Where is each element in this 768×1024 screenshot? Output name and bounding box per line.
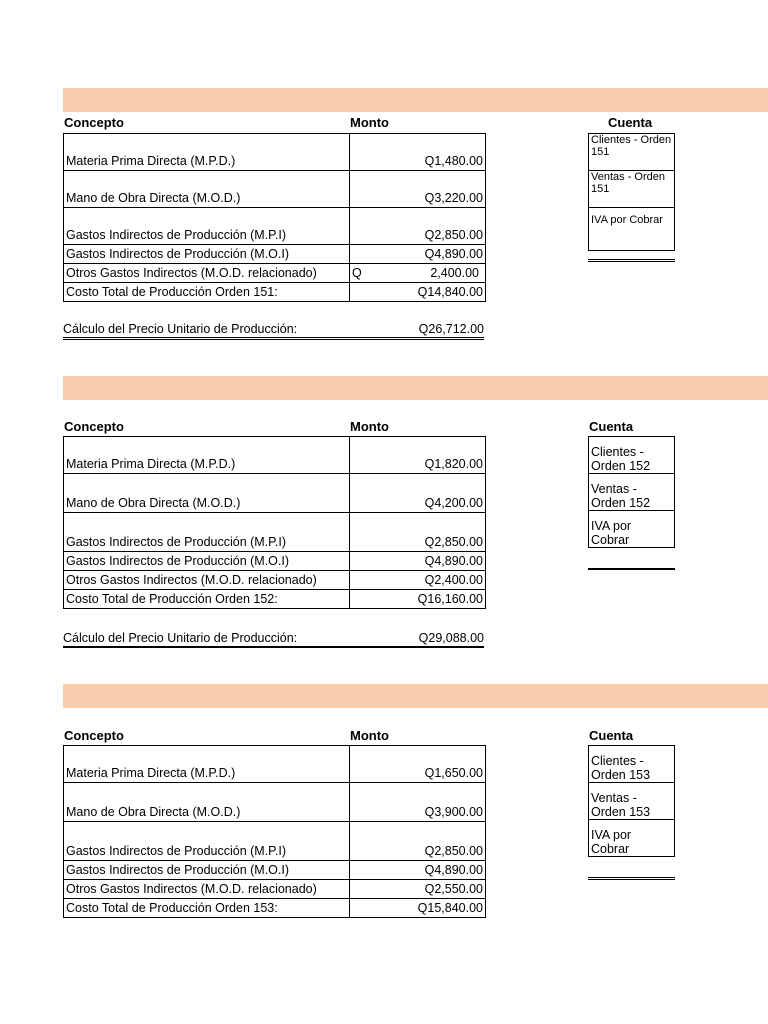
amount-cell: Q16,160.00 <box>350 590 486 609</box>
currency-symbol: Q <box>352 266 362 280</box>
table-row <box>64 880 486 899</box>
concept-cell: Otros Gastos Indirectos (M.O.D. relacionado) <box>64 571 350 590</box>
table-row <box>64 746 486 783</box>
amount-cell: Q1,650.00 <box>350 746 486 783</box>
amount-cell: Q2,550.00 <box>350 880 486 899</box>
account-table-1 <box>588 133 675 251</box>
concept-cell: Costo Total de Producción Orden 153: <box>64 899 350 918</box>
header-cuenta: Cuenta <box>589 419 634 434</box>
table-row <box>64 208 486 245</box>
account-cell: Clientes - Orden 152 <box>589 437 675 474</box>
amount-cell: Q2,850.00 <box>350 208 486 245</box>
account-table-3 <box>588 745 675 857</box>
concept-cell: Gastos Indirectos de Producción (M.O.I) <box>64 861 350 880</box>
concept-cell: Gastos Indirectos de Producción (M.O.I) <box>64 245 350 264</box>
concept-cell: Gastos Indirectos de Producción (M.P.I) <box>64 208 350 245</box>
table-row <box>64 474 486 513</box>
amount-cell: Q4,890.00 <box>350 552 486 571</box>
table-row <box>64 283 486 302</box>
amount-cell: Q2,850.00 <box>350 822 486 861</box>
account-cell: IVA por Cobrar <box>589 208 675 251</box>
account-total-line <box>588 877 675 880</box>
table-row <box>64 899 486 918</box>
concept-cell: Otros Gastos Indirectos (M.O.D. relacionado) <box>64 880 350 899</box>
account-row <box>589 474 675 511</box>
amount-cell: Q14,840.00 <box>350 283 486 302</box>
table-row <box>64 134 486 171</box>
header-concepto: Concepto <box>64 419 124 434</box>
account-total-line <box>588 259 675 262</box>
table-row <box>64 783 486 822</box>
concept-cell: Gastos Indirectos de Producción (M.P.I) <box>64 513 350 552</box>
concept-cell: Gastos Indirectos de Producción (M.P.I) <box>64 822 350 861</box>
header-monto: Monto <box>350 419 389 434</box>
concept-cell: Costo Total de Producción Orden 151: <box>64 283 350 302</box>
table-row <box>64 264 486 283</box>
cost-table-1 <box>63 133 486 302</box>
concept-cell: Materia Prima Directa (M.P.D.) <box>64 134 350 171</box>
header-monto: Monto <box>350 728 389 743</box>
amount-cell: Q15,840.00 <box>350 899 486 918</box>
cost-table-3 <box>63 745 486 918</box>
account-cell: Clientes - Orden 153 <box>589 746 675 783</box>
section-band-2 <box>63 376 768 400</box>
account-row <box>589 746 675 783</box>
unit-price-row <box>63 625 484 648</box>
account-cell: Clientes - Orden 151 <box>589 134 675 171</box>
unit-price-label: Cálculo del Precio Unitario de Producción: <box>63 322 298 336</box>
concept-cell: Mano de Obra Directa (M.O.D.) <box>64 474 350 513</box>
account-row <box>589 783 675 820</box>
section-band-3 <box>63 684 768 708</box>
amount-cell: Q4,200.00 <box>350 474 486 513</box>
amount-cell: Q1,480.00 <box>350 134 486 171</box>
account-cell: Ventas - Orden 153 <box>589 783 675 820</box>
account-cell: Ventas - Orden 151 <box>589 171 675 208</box>
table-row <box>64 861 486 880</box>
header-cuenta: Cuenta <box>608 115 653 130</box>
concept-cell: Mano de Obra Directa (M.O.D.) <box>64 171 350 208</box>
unit-price-amount: Q29,088.00 <box>418 631 484 645</box>
account-row <box>589 208 675 251</box>
account-cell: IVA por Cobrar <box>589 820 675 857</box>
amount-cell: Q3,220.00 <box>350 171 486 208</box>
concept-cell: Materia Prima Directa (M.P.D.) <box>64 437 350 474</box>
table-row <box>64 552 486 571</box>
table-row <box>64 571 486 590</box>
section-band-1 <box>63 88 768 112</box>
table-row <box>64 171 486 208</box>
amount-cell: Q1,820.00 <box>350 437 486 474</box>
account-cell: Ventas - Orden 152 <box>589 474 675 511</box>
table-row <box>64 822 486 861</box>
amount-cell <box>350 264 486 283</box>
account-cell: IVA por Cobrar <box>589 511 675 548</box>
table-row <box>64 245 486 264</box>
concept-cell: Materia Prima Directa (M.P.D.) <box>64 746 350 783</box>
account-row <box>589 820 675 857</box>
unit-price-row <box>63 316 484 340</box>
table-row <box>64 590 486 609</box>
amount-cell: Q3,900.00 <box>350 783 486 822</box>
header-monto: Monto <box>350 115 389 130</box>
account-row <box>589 134 675 171</box>
unit-price-label: Cálculo del Precio Unitario de Producción: <box>63 631 298 645</box>
account-total-line <box>588 568 675 570</box>
unit-price-amount: Q26,712.00 <box>418 322 484 336</box>
table-row <box>64 513 486 552</box>
header-concepto: Concepto <box>64 728 124 743</box>
account-row <box>589 437 675 474</box>
header-concepto: Concepto <box>64 115 124 130</box>
concept-cell: Costo Total de Producción Orden 152: <box>64 590 350 609</box>
table-row <box>64 437 486 474</box>
account-row <box>589 171 675 208</box>
concept-cell: Mano de Obra Directa (M.O.D.) <box>64 783 350 822</box>
concept-cell: Gastos Indirectos de Producción (M.O.I) <box>64 552 350 571</box>
concept-cell: Otros Gastos Indirectos (M.O.D. relacionado) <box>64 264 350 283</box>
account-table-2 <box>588 436 675 548</box>
amount-cell: Q4,890.00 <box>350 245 486 264</box>
amount-cell: Q4,890.00 <box>350 861 486 880</box>
amount-cell: Q2,850.00 <box>350 513 486 552</box>
amount-value: 2,400.00 <box>430 266 479 280</box>
account-row <box>589 511 675 548</box>
amount-cell: Q2,400.00 <box>350 571 486 590</box>
header-cuenta: Cuenta <box>589 728 634 743</box>
cost-table-2 <box>63 436 486 609</box>
